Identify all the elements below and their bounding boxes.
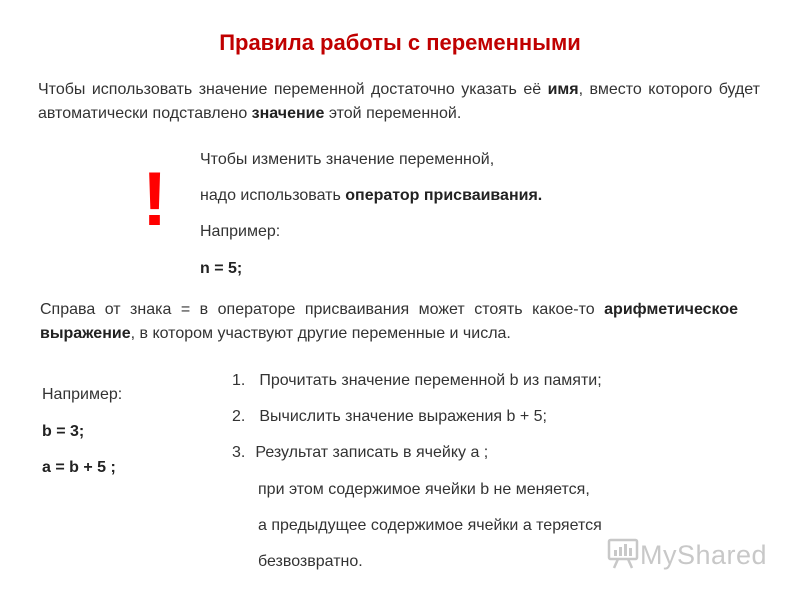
assign-example-label: Например:	[200, 223, 281, 240]
exclamation-mark: !	[142, 157, 168, 242]
step-3-continuation-1: при этом содержимое ячейки b не меняется,	[258, 481, 590, 498]
step-1-number: 1.	[232, 372, 246, 389]
step-3-continuation-2: а предыдущее содержимое ячейки a теряется	[258, 517, 602, 534]
intro-bold-value: значение	[251, 105, 325, 122]
myshared-watermark	[606, 538, 767, 572]
example-code-2: a = b + 5 ;	[42, 459, 116, 476]
intro-bold-name: имя	[547, 81, 579, 98]
step-1	[232, 369, 602, 393]
expression-paragraph	[40, 298, 738, 346]
intro-text-1: Чтобы использовать значение переменной достаточно указать её	[38, 81, 548, 98]
intro-paragraph	[38, 78, 760, 126]
assign-line-2-text: надо использовать	[200, 187, 346, 204]
step-2-text: Вычислить значение выражения b + 5;	[259, 408, 547, 425]
expression-text-1: Справа от знака = в операторе присваивания может стоять какое-то	[40, 301, 605, 318]
example-code-1: b = 3;	[42, 423, 85, 440]
expression-bold: арифметическое выражение	[40, 301, 738, 342]
step-1-text: Прочитать значение переменной b из памяти;	[259, 372, 602, 389]
assign-example-code: n = 5;	[200, 260, 243, 277]
presentation-board-icon	[606, 536, 640, 575]
watermark-text: MyShared	[640, 539, 768, 570]
expression-text-2: , в котором участвуют другие переменные и числа.	[130, 325, 511, 342]
assign-line-2	[200, 184, 542, 208]
step-3	[232, 441, 488, 465]
assign-line-1: Чтобы изменить значение переменной,	[200, 151, 495, 168]
assign-operator-bold: оператор присваивания.	[345, 187, 543, 204]
step-2-number: 2.	[232, 408, 246, 425]
step-3-continuation-3: безвозвратно.	[258, 553, 363, 570]
example-label: Например:	[42, 386, 123, 403]
step-3-number: 3.	[232, 444, 246, 461]
intro-text-2: , вместо которого будет автоматически подставлено	[38, 81, 761, 122]
slide-title: Правила работы с переменными	[219, 30, 581, 55]
step-2	[232, 405, 547, 429]
intro-text-3: этой переменной.	[324, 105, 462, 122]
step-3-text: Результат записать в ячейку a ;	[255, 444, 489, 461]
